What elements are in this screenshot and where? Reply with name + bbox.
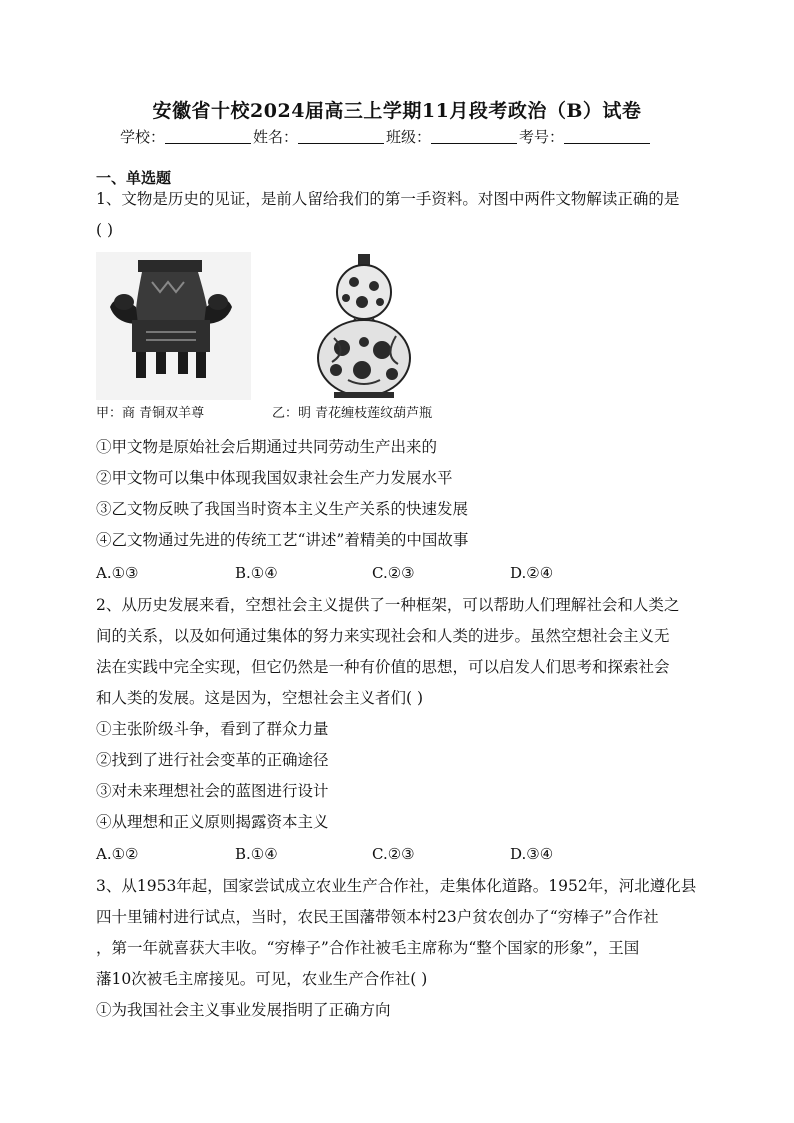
q3-stem-line-1: 3、从1953年起，国家尝试成立农业生产合作社，走集体化道路。1952年，河北遵化县 <box>96 877 697 895</box>
q3-stem-line-3: ，第一年就喜获大丰收。“穷棒子”合作社被毛主席称为“整个国家的形象”，王国 <box>96 939 640 957</box>
q3-item-1: ①为我国社会主义事业发展指明了正确方向 <box>96 1001 391 1019</box>
school-blank[interactable] <box>165 129 251 144</box>
q1-options <box>96 564 696 584</box>
q2-option-c[interactable]: C.②③ <box>372 845 415 863</box>
q1-option-b[interactable]: B.①④ <box>235 564 278 582</box>
q1-relic-figure <box>96 252 466 428</box>
q1-item-3: ③乙文物反映了我国当时资本主义生产关系的快速发展 <box>96 500 469 518</box>
q1-option-a[interactable]: A.①③ <box>96 564 139 582</box>
q2-option-b[interactable]: B.①④ <box>235 845 278 863</box>
q2-item-4: ④从理想和正义原则揭露资本主义 <box>96 813 329 831</box>
q2-item-3: ③对未来理想社会的蓝图进行设计 <box>96 782 329 800</box>
section-heading: 一、单选题 <box>96 169 172 187</box>
q1-item-1: ①甲文物是原始社会后期通过共同劳动生产出来的 <box>96 438 438 456</box>
q1-item-4: ④乙文物通过先进的传统工艺“讲述”着精美的中国故事 <box>96 531 469 549</box>
q2-stem-line-2: 间的关系，以及如何通过集体的努力来实现社会和人类的进步。虽然空想社会主义无 <box>96 627 670 645</box>
exam-no-blank[interactable] <box>564 129 650 144</box>
q2-option-d[interactable]: D.③④ <box>510 845 554 863</box>
class-label: 班级： <box>386 128 432 146</box>
q2-option-a[interactable]: A.①② <box>96 845 139 863</box>
q1-option-c[interactable]: C.②③ <box>372 564 415 582</box>
q2-options <box>96 845 696 865</box>
name-label: 姓名： <box>253 128 299 146</box>
name-blank[interactable] <box>298 129 384 144</box>
school-label: 学校： <box>120 128 166 146</box>
q1-item-2: ②甲文物可以集中体现我国奴隶社会生产力发展水平 <box>96 469 453 487</box>
q2-stem-line-3: 法在实践中完全实现，但它仍然是一种有价值的思想，可以启发人们思考和探索社会 <box>96 658 670 676</box>
caption-bronze: 甲：商 青铜双羊尊 <box>96 406 205 421</box>
exam-title: 安徽省十校2024届高三上学期11月段考政治（B）试卷 <box>152 100 642 122</box>
q2-stem-line-4: 和人类的发展。这是因为，空想社会主义者们( ) <box>96 689 424 707</box>
q2-item-2: ②找到了进行社会变革的正确途径 <box>96 751 329 769</box>
q1-option-d[interactable]: D.②④ <box>510 564 554 582</box>
exam-no-label: 考号： <box>519 128 565 146</box>
q1-stem-line-2: ( ) <box>96 221 114 239</box>
bronze-ram-zun-image <box>96 252 251 400</box>
gourd-vase-image <box>311 252 421 400</box>
class-blank[interactable] <box>431 129 517 144</box>
student-info-line <box>120 126 720 147</box>
q1-stem-line-1: 1、文物是历史的见证，是前人留给我们的第一手资料。对图中两件文物解读正确的是 <box>96 190 680 208</box>
q2-stem-line-1: 2、从历史发展来看，空想社会主义提供了一种框架，可以帮助人们理解社会和人类之 <box>96 596 680 614</box>
q2-item-1: ①主张阶级斗争，看到了群众力量 <box>96 720 329 738</box>
q3-stem-line-2: 四十里铺村进行试点，当时，农民王国藩带领本村23户贫农创办了“穷棒子”合作社 <box>96 908 659 926</box>
caption-vase: 乙：明 青花缠枝莲纹葫芦瓶 <box>272 406 433 421</box>
relic-images <box>96 252 466 400</box>
q3-stem-line-4: 藩10次被毛主席接见。可见，农业生产合作社( ) <box>96 970 428 988</box>
